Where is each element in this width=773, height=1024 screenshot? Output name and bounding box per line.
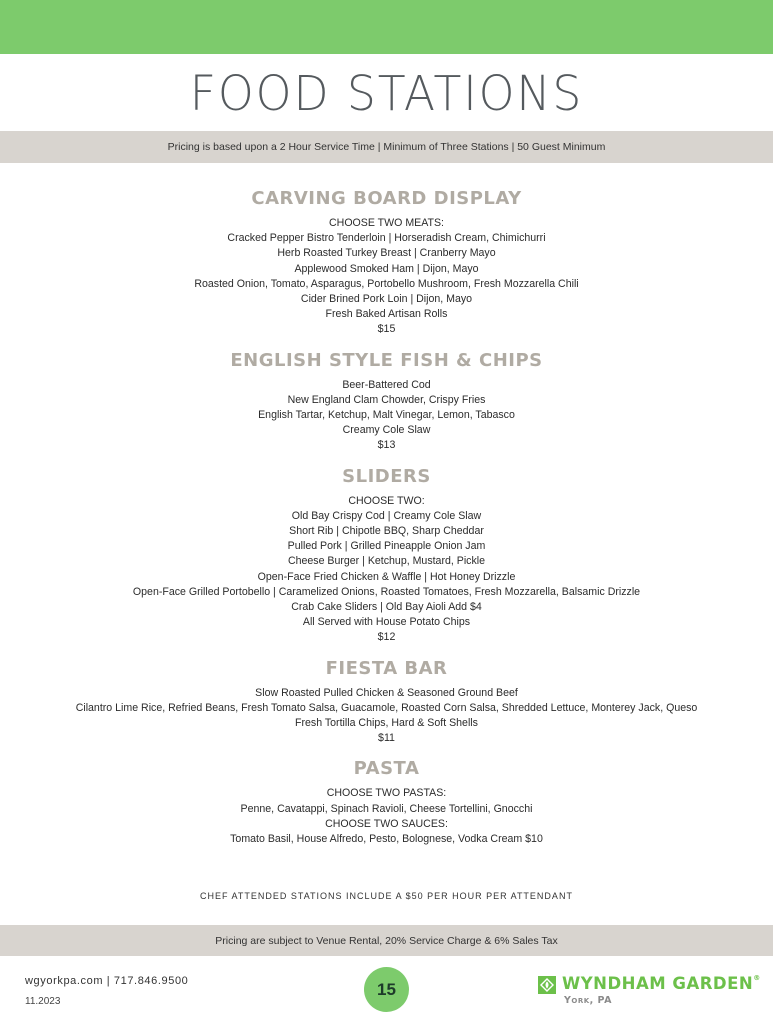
page-number-badge [364,967,409,1012]
menu-line: Fresh Tortilla Chips, Hard & Soft Shells [295,717,478,730]
contact-info: wgyorkpa.com | 717.846.9500 [25,975,189,987]
menu-line: Beer-Battered Cod [342,378,431,391]
menu-line: Slow Roasted Pulled Chicken & Seasoned Ground Beef [255,686,518,699]
section-title: ENGLISH STYLE FISH & CHIPS [230,349,543,371]
menu-line: Roasted Onion, Tomato, Asparagus, Portobello Mushroom, Fresh Mozzarella Chili [194,277,579,290]
menu-line: Cider Brined Pork Loin | Dijon, Mayo [300,293,473,306]
section-price: $11 [378,732,395,745]
pricing-info-text: Pricing is based upon a 2 Hour Service Time | Minimum of Three Stations | 50 Guest Minimum [167,141,606,153]
section-title: PASTA [353,758,420,780]
menu-line: Open-Face Fried Chicken & Waffle | Hot Honey Drizzle [257,570,516,583]
section-title: FIESTA BAR [325,657,448,679]
chef-attended-note: CHEF ATTENDED STATIONS INCLUDE A $50 PER HOUR PER ATTENDANT [200,891,573,901]
section-carving-board [0,186,773,338]
menu-line: Penne, Cavatappi, Spinach Ravioli, Cheese Tortellini, Gnocchi [240,802,533,815]
section-price: $15 [377,323,396,336]
menu-line: All Served with House Potato Chips [302,616,471,629]
menu-line: Cheese Burger | Ketchup, Mustard, Pickle [287,555,486,568]
menu-line: Short Rib | Chipotle BBQ, Sharp Cheddar [289,525,484,538]
section-fish-chips [0,348,773,454]
menu-line: CHOOSE TWO SAUCES: [325,817,448,830]
section-price: $12 [377,631,396,644]
menu-line: Cracked Pepper Bistro Tenderloin | Horseradish Cream, Chimichurri [227,232,546,245]
menu-line: English Tartar, Ketchup, Malt Vinegar, Lemon, Tabasco [258,409,515,422]
section-sliders [0,464,773,646]
menu-line: Pulled Pork | Grilled Pineapple Onion Jam [287,540,486,553]
menu-line: Herb Roasted Turkey Breast | Cranberry Mayo [277,247,496,260]
page-number: 15 [377,979,396,999]
menu-line: CHOOSE TWO: [348,494,425,507]
tax-info-text: Pricing are subject to Venue Rental, 20% Service Charge & 6% Sales Tax [215,934,558,947]
revision-date: 11.2023 [25,996,61,1007]
menu-line: Applewood Smoked Ham | Dijon, Mayo [294,262,479,275]
brand-location: York, PA [564,995,613,1006]
top-green-band [0,0,773,54]
page-title: FOOD STATIONS [189,66,584,122]
menu-line: CHOOSE TWO MEATS: [329,217,444,229]
menu-sections [0,186,773,857]
section-pasta [0,756,773,847]
tax-info-bar [0,925,773,956]
section-title: SLIDERS [342,465,431,487]
menu-line: Open-Face Grilled Portobello | Caramelized Onions, Roasted Tomatoes, Fresh Mozzarella, Balsamic Drizzle [132,585,641,598]
menu-line: CHOOSE TWO PASTAS: [326,787,447,800]
section-price: $13 [377,439,396,452]
brand-name: WYNDHAM GARDEN® [562,974,761,993]
menu-line: Cilantro Lime Rice, Refried Beans, Fresh Tomato Salsa, Guacamole, Roasted Corn Salsa, Shredded Lettuce, Monterey Jack, Queso [75,701,698,714]
pricing-info-bar [0,131,773,163]
leaf-diamond-icon [538,976,556,994]
menu-line: Creamy Cole Slaw [342,424,431,437]
menu-line: Tomato Basil, House Alfredo, Pesto, Bolognese, Vodka Cream $10 [230,833,543,846]
menu-line: Old Bay Crispy Cod | Creamy Cole Slaw [291,509,482,522]
menu-line: Fresh Baked Artisan Rolls [325,308,448,321]
section-fiesta-bar [0,656,773,747]
menu-line: New England Clam Chowder, Crispy Fries [287,393,486,406]
menu-line: Crab Cake Sliders | Old Bay Aioli Add $4 [291,601,482,614]
section-title: CARVING BOARD DISPLAY [251,188,522,209]
